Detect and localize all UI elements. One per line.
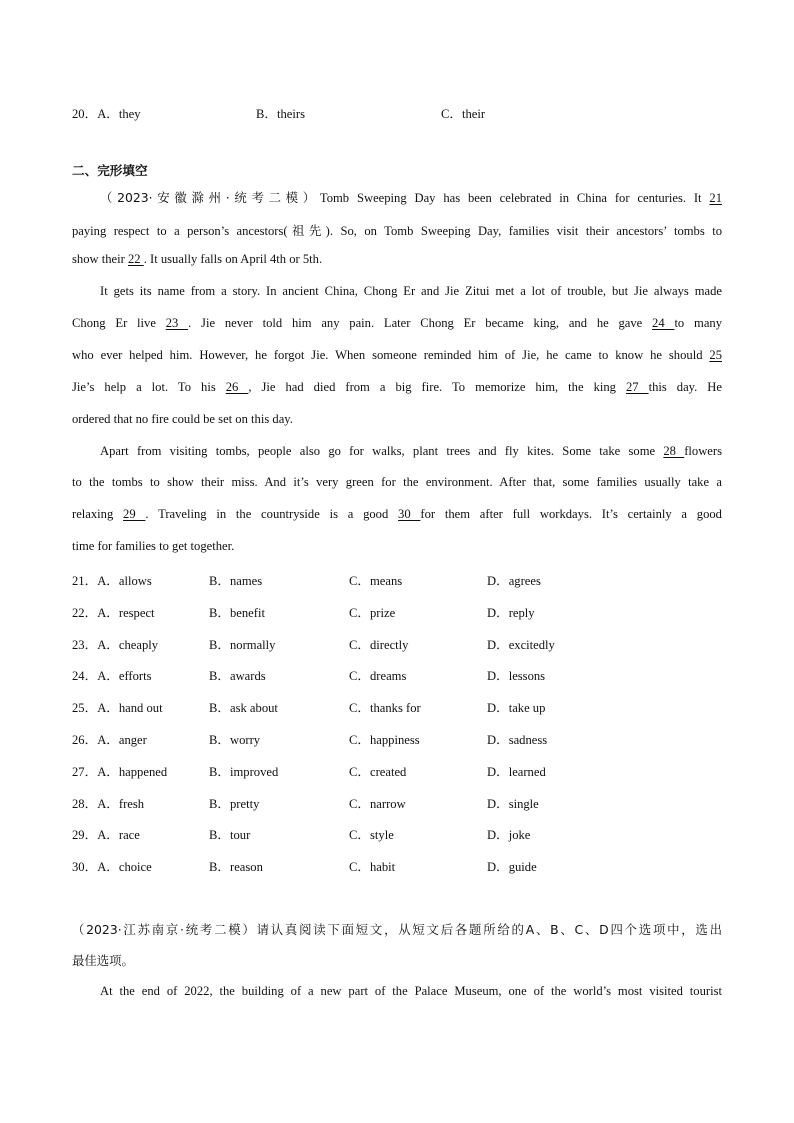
option-a: A．anger [97, 733, 147, 747]
option-b: B．tour [209, 828, 251, 843]
option-row-27 [72, 761, 167, 780]
blank-27: 27 [625, 380, 649, 394]
option-c: C．means [349, 574, 403, 588]
option-a: A．race [97, 828, 140, 843]
option-row-29 [72, 824, 140, 843]
passage-line-5: Chong Er live 23 . Jie never told him any pain. Later Chong Er became king, and he gave 24 to many [72, 316, 722, 330]
blank-25: 25 [709, 348, 722, 362]
option-a: A．happened [97, 764, 168, 779]
option-b: B．pretty [209, 796, 260, 811]
option-b: B．ask about [209, 701, 278, 716]
question-number: 30． [72, 860, 98, 875]
question-number: 22． [72, 605, 98, 620]
option-row-28 [72, 793, 144, 812]
option-c: C．style [349, 828, 394, 843]
option-a: A．respect [97, 605, 155, 620]
option-b: B．improved [209, 764, 279, 779]
passage-line-1: （2023·安徽滁州·统考二模）Tomb Sweeping Day has been celebrated in China for centuries. It 21 [72, 188, 722, 206]
option-row-21 [72, 570, 152, 589]
option-row-30 [72, 856, 152, 875]
q20-option-c: C．their [441, 107, 486, 121]
option-c: C．created [349, 764, 407, 779]
blank-30: 30 [398, 507, 421, 521]
section3-intro-line1: （2023·江苏南京·统考二模）请认真阅读下面短文，从短文后各题所给的A、B、C、D四个选项中，选出 [72, 922, 722, 937]
option-d: D．reply [487, 605, 535, 620]
option-d: D．sadness [487, 733, 548, 747]
passage-line-3: show their 22 . It usually falls on April 4th or 5th. [72, 252, 323, 266]
option-row-22 [72, 602, 155, 621]
option-c: C．happiness [349, 733, 420, 747]
option-a: A．hand out [97, 701, 163, 716]
question-number: 24． [72, 669, 98, 684]
option-c: C．dreams [349, 669, 407, 684]
passage-line-7: Jie’s help a lot. To his 26 , Jie had died from a big fire. To memorize him, the king 27 this day. He [72, 380, 722, 394]
question-number: 25． [72, 701, 98, 716]
question-number: 29． [72, 828, 98, 843]
option-d: D．guide [487, 860, 537, 875]
section3-intro-line2: 最佳选项。 [72, 953, 134, 968]
passage-line-9: Apart from visiting tombs, people also go for walks, plant trees and fly kites. Some take some 28 flowers [100, 444, 722, 458]
option-d: D．take up [487, 701, 546, 716]
passage-line-11: relaxing 29 . Traveling in the countryside is a good 30 for them after full workdays. It’s certainly a good [72, 507, 722, 521]
option-c: C．narrow [349, 796, 406, 811]
option-b: B．normally [209, 637, 276, 652]
option-row-26 [72, 729, 147, 748]
option-row-23 [72, 634, 158, 653]
blank-22: 22 [127, 252, 144, 266]
option-c: C．directly [349, 637, 409, 652]
question-number: 21． [72, 574, 98, 588]
question-number: 23． [72, 637, 98, 652]
passage-line-6: who ever helped him. However, he forgot Jie. When someone reminded him of Jie, he came to know he should 25 [72, 348, 722, 362]
option-a: A．allows [97, 574, 152, 588]
section-heading-cloze: 二、完形填空 [72, 163, 148, 178]
blank-26: 26 [225, 380, 249, 394]
passage-line-12: time for families to get together. [72, 539, 235, 553]
blank-28: 28 [663, 444, 685, 458]
option-d: D．lessons [487, 669, 546, 684]
blank-24: 24 [652, 316, 675, 330]
blank-21: 21 [709, 191, 723, 205]
option-d: D．excitedly [487, 637, 555, 652]
option-a: A．choice [97, 860, 152, 875]
section3-para1: At the end of 2022, the building of a new part of the Palace Museum, one of the world’s most visited tourist [100, 984, 722, 998]
blank-29: 29 [123, 507, 146, 521]
passage-line-10: to the tombs to show their miss. And it’s very green for the environment. After that, some families usually take a [72, 475, 722, 489]
option-a: A．efforts [97, 669, 152, 684]
option-d: D．learned [487, 764, 546, 779]
passage-source: （2023·安徽滁州·统考二模） [100, 190, 320, 205]
q20-row [72, 103, 141, 122]
passage-line-8: ordered that no fire could be set on this day. [72, 412, 293, 426]
option-a: A．fresh [97, 796, 145, 811]
option-a: A．cheaply [97, 637, 159, 652]
passage-line-2: paying respect to a person’s ancestors(祖先). So, on Tomb Sweeping Day, families visit their ancestors’ tombs to [72, 224, 722, 238]
option-b: B．names [209, 574, 263, 588]
question-number: 27． [72, 764, 98, 779]
option-b: B．reason [209, 860, 263, 875]
q20-number: 20． [72, 107, 98, 121]
option-row-24 [72, 665, 152, 684]
question-number: 26． [72, 733, 98, 747]
q20-option-b: B．theirs [256, 107, 305, 121]
blank-23: 23 [165, 316, 189, 330]
option-b: B．benefit [209, 605, 265, 620]
option-b: B．worry [209, 733, 261, 747]
option-c: C．habit [349, 860, 396, 875]
question-number: 28． [72, 796, 98, 811]
option-c: C．thanks for [349, 701, 421, 716]
option-d: D．single [487, 796, 539, 811]
option-c: C．prize [349, 605, 396, 620]
passage-line-4: It gets its name from a story. In ancient China, Chong Er and Jie Zitui met a lot of trouble, but Jie always made [100, 284, 722, 298]
option-b: B．awards [209, 669, 266, 684]
option-row-25 [72, 697, 163, 716]
option-d: D．joke [487, 828, 531, 843]
option-d: D．agrees [487, 574, 541, 588]
q20-option-a: A．they [97, 107, 141, 121]
